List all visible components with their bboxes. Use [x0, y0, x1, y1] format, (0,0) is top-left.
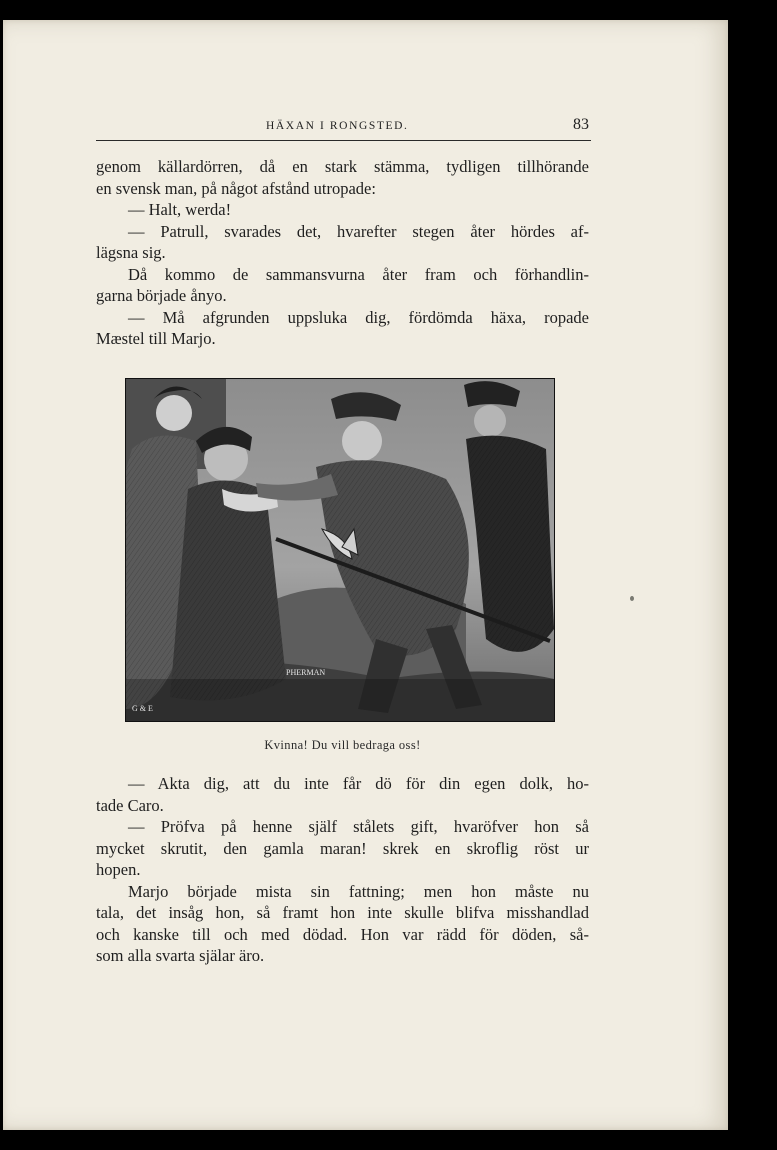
text-line: genom källardörren, då en stark stämma, tydligen tillhörande — [96, 157, 589, 176]
text-line: — Halt, werda! — [128, 200, 232, 219]
text-line: som alla svarta själar äro. — [96, 946, 265, 965]
text-line: — Pröfva på henne själf stålets gift, hvaröfver hon så — [128, 817, 589, 836]
running-header — [96, 116, 591, 141]
text-line: — Må afgrunden uppsluka dig, fördömda häxa, ropade — [128, 307, 589, 327]
text-line: Mæstel till Marjo. — [96, 329, 216, 348]
text-line: och kanske till och med dödad. Hon var rädd för döden, så- — [96, 924, 589, 944]
text-line: hopen. — [96, 860, 141, 879]
text-line: mycket skrutit, den gamla maran! skrek en skroflig röst ur — [96, 838, 589, 858]
text-line: tade Caro. — [96, 795, 164, 815]
body-text-top — [96, 156, 589, 350]
engraver-mark: G & E — [132, 704, 153, 713]
text-line: lägsna sig. — [96, 243, 166, 262]
engraving-illustration — [125, 378, 555, 722]
text-line: tala, det insåg hon, så framt hon inte skulle blifva misshandlad — [96, 903, 589, 922]
text-line: — Akta dig, att du inte får dö för din egen dolk, ho- — [128, 774, 589, 793]
body-text-bottom — [96, 773, 589, 967]
text-line: Marjo började mista sin fattning; men hon måste nu — [128, 881, 589, 901]
illustration-caption: Kvinna! Du vill bedraga oss! — [264, 738, 421, 752]
text-line: garna började ånyo. — [96, 286, 227, 305]
page-number: 83 — [573, 116, 589, 133]
text-line: — Patrull, svarades det, hvarefter stegen åter hördes af- — [128, 221, 589, 241]
text-line: en svensk man, på något afstånd utropade: — [96, 178, 376, 198]
text-line: Då kommo de sammansvurna åter fram och förhandlin- — [128, 264, 589, 284]
artist-signature: PHERMAN — [286, 668, 326, 677]
paper-speck — [630, 596, 634, 601]
running-title: HÄXAN I RONGSTED. — [266, 120, 409, 132]
